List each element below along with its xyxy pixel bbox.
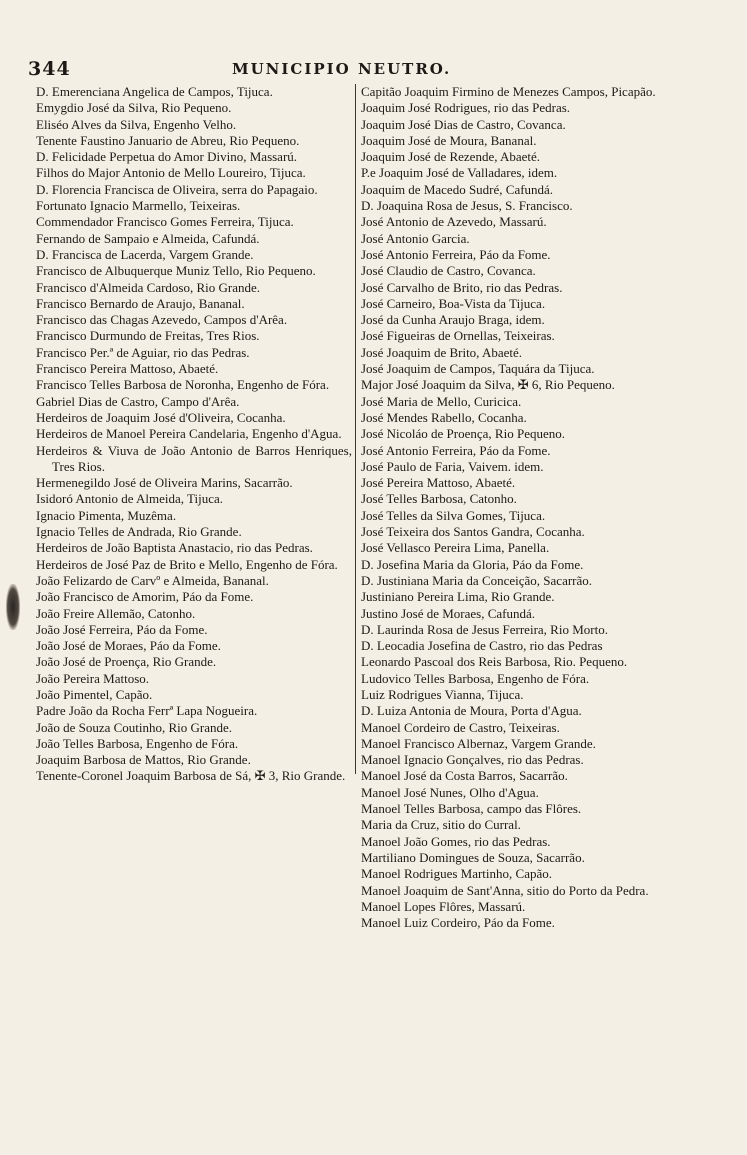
register-entry: José Maria de Mello, Curicica.: [361, 393, 522, 409]
register-entry: José Antonio de Azevedo, Massarú.: [361, 214, 547, 230]
register-entry: Manoel Rodrigues Martinho, Capão.: [361, 866, 552, 882]
register-entry: Major José Joaquim da Silva, ✠ 6, Rio Pequeno.: [361, 377, 615, 393]
register-entry: Gabriel Dias de Castro, Campo d'Arêa.: [36, 393, 240, 409]
register-entry: D. Josefina Maria da Gloria, Páo da Fome.: [361, 556, 584, 572]
register-entry: João Telles Barbosa, Engenho de Fóra.: [36, 735, 239, 751]
register-entry: Justiniano Pereira Lima, Rio Grande.: [361, 589, 555, 605]
register-entry: João de Souza Coutinho, Rio Grande.: [36, 719, 233, 735]
register-entry: D. Laurinda Rosa de Jesus Ferreira, Rio Morto.: [361, 621, 608, 637]
register-entry: Herdeiros de João Baptista Anastacio, rio das Pedras.: [36, 540, 313, 556]
register-entry: Martiliano Domingues de Souza, Sacarrão.: [361, 849, 585, 865]
register-entry: P.e Joaquim José de Valladares, idem.: [361, 165, 558, 181]
register-entry: José Carneiro, Boa-Vista da Tijuca.: [361, 295, 546, 311]
register-entry: Francisco Pereira Mattoso, Abaeté.: [36, 361, 219, 377]
register-entry: José Nicoláo de Proença, Rio Pequeno.: [361, 426, 565, 442]
binding-ink-mark: [6, 584, 20, 630]
register-entry: Ignacio Telles de Andrada, Rio Grande.: [36, 524, 242, 540]
register-entry: Hermenegildo José de Oliveira Marins, Sacarrão.: [36, 475, 293, 491]
running-title: MUNICIPIO NEUTRO.: [232, 60, 452, 78]
page-number: 344: [28, 58, 71, 80]
register-entry: João Francisco de Amorim, Páo da Fome.: [36, 589, 254, 605]
register-entry: José Paulo de Faria, Vaivem. idem.: [361, 458, 544, 474]
register-entry: Fernando de Sampaio e Almeida, Cafundá.: [36, 230, 260, 246]
register-entry: José Pereira Mattoso, Abaeté.: [361, 475, 516, 491]
register-entry: José Antonio Ferreira, Páo da Fome.: [361, 442, 551, 458]
register-entry: José Mendes Rabello, Cocanha.: [361, 409, 527, 425]
register-entry: Emygdio José da Silva, Rio Pequeno.: [36, 100, 232, 116]
register-entry: Francisco de Albuquerque Muniz Tello, Rio Pequeno.: [36, 263, 316, 279]
register-entry: José Teixeira dos Santos Gandra, Cocanha.: [361, 524, 585, 540]
register-entry: D. Justiniana Maria da Conceição, Sacarrão.: [361, 572, 593, 588]
register-entry: Herdeiros & Viuva de João Antonio de Barros Henriques, Tres Rios.: [36, 442, 352, 474]
register-entry: Joaquim de Macedo Sudré, Cafundá.: [361, 181, 554, 197]
register-entry: João Felizardo de Carvº e Almeida, Bananal.: [36, 572, 269, 588]
register-entry: José Joaquim de Campos, Taquára da Tijuca.: [361, 361, 595, 377]
register-entry: João José de Proença, Rio Grande.: [36, 654, 217, 670]
register-entry: D. Francisca de Lacerda, Vargem Grande.: [36, 246, 254, 262]
register-entry: Commendador Francisco Gomes Ferreira, Tijuca.: [36, 214, 294, 230]
register-entry: João José Ferreira, Páo da Fome.: [36, 621, 208, 637]
register-entry: José Antonio Garcia.: [361, 230, 470, 246]
register-entry: João Freire Allemão, Catonho.: [36, 605, 196, 621]
column-divider: [355, 84, 356, 774]
register-entry: D. Florencia Francisca de Oliveira, serra do Papagaio.: [36, 181, 318, 197]
register-entry: João Pereira Mattoso.: [36, 670, 150, 686]
register-entry: Ignacio Pimenta, Muzêma.: [36, 507, 177, 523]
register-entry: José Telles da Silva Gomes, Tijuca.: [361, 507, 546, 523]
register-entry: Isidoró Antonio de Almeida, Tijuca.: [36, 491, 224, 507]
register-entry: Joaquim Barbosa de Mattos, Rio Grande.: [36, 752, 251, 768]
register-entry: Manoel Telles Barbosa, campo das Flôres.: [361, 801, 582, 817]
register-entry: Francisco Durmundo de Freitas, Tres Rios.: [36, 328, 260, 344]
register-entry: Manoel José Nunes, Olho d'Agua.: [361, 784, 539, 800]
register-entry: José Claudio de Castro, Covanca.: [361, 263, 536, 279]
register-entry: Filhos do Major Antonio de Mello Loureiro, Tijuca.: [36, 165, 306, 181]
register-entry: Justino José de Moraes, Cafundá.: [361, 605, 536, 621]
register-entry: Padre João da Rocha Ferrª Lapa Nogueira.: [36, 703, 258, 719]
register-entry: Manoel Lopes Flôres, Massarú.: [361, 898, 526, 914]
register-entry: Francisco Bernardo de Araujo, Bananal.: [36, 295, 245, 311]
register-entry: Manoel Luiz Cordeiro, Páo da Fome.: [361, 915, 555, 931]
register-entry: Herdeiros de Manoel Pereira Candelaria, Engenho d'Agua.: [36, 426, 342, 442]
register-entry: Joaquim José Rodrigues, rio das Pedras.: [361, 100, 571, 116]
register-entry: José Telles Barbosa, Catonho.: [361, 491, 517, 507]
register-entry: Tenente-Coronel Joaquim Barbosa de Sá, ✠ 3, Rio Grande.: [36, 768, 346, 784]
register-entry: Manoel Ignacio Gonçalves, rio das Pedras.: [361, 752, 584, 768]
register-entry: Francisco Per.ª de Aguiar, rio das Pedras.: [36, 344, 250, 360]
register-entry: Fortunato Ignacio Marmello, Teixeiras.: [36, 198, 241, 214]
register-entry: João José de Moraes, Páo da Fome.: [36, 638, 221, 654]
register-entry: José Vellasco Pereira Lima, Panella.: [361, 540, 550, 556]
register-entry: Francisco das Chagas Azevedo, Campos d'Arêa.: [36, 312, 288, 328]
register-entry: Manoel Francisco Albernaz, Vargem Grande.: [361, 735, 596, 751]
register-entry: José Figueiras de Ornellas, Teixeiras.: [361, 328, 555, 344]
register-entry: Joaquim José de Rezende, Abaeté.: [361, 149, 541, 165]
register-entry: Manoel José da Costa Barros, Sacarrão.: [361, 768, 568, 784]
register-entry: Herdeiros de Joaquim José d'Oliveira, Cocanha.: [36, 409, 286, 425]
register-entry: José Joaquim de Brito, Abaeté.: [361, 344, 523, 360]
register-entry: José Carvalho de Brito, rio das Pedras.: [361, 279, 563, 295]
register-entry: D. Luiza Antonia de Moura, Porta d'Agua.: [361, 703, 582, 719]
register-entry: José Antonio Ferreira, Páo da Fome.: [361, 246, 551, 262]
register-entry: Francisco d'Almeida Cardoso, Rio Grande.: [36, 279, 261, 295]
register-entry: Luiz Rodrigues Vianna, Tijuca.: [361, 686, 524, 702]
register-entry: Francisco Telles Barbosa de Noronha, Engenho de Fóra.: [36, 377, 330, 393]
register-entry: D. Emerenciana Angelica de Campos, Tijuca.: [36, 84, 273, 99]
register-entry: Eliséo Alves da Silva, Engenho Velho.: [36, 116, 237, 132]
register-entry: Joaquim José Dias de Castro, Covanca.: [361, 116, 566, 132]
register-entry: Herdeiros de José Paz de Brito e Mello, Engenho de Fóra.: [36, 556, 338, 572]
register-entry: José da Cunha Araujo Braga, idem.: [361, 312, 545, 328]
register-entry: Manoel Cordeiro de Castro, Teixeiras.: [361, 719, 560, 735]
register-entry: João Pimentel, Capão.: [36, 686, 153, 702]
register-entry: Maria da Cruz, sitio do Curral.: [361, 817, 521, 833]
register-entry: Capitão Joaquim Firmino de Menezes Campos, Picapão.: [361, 84, 656, 99]
left-column: [36, 84, 352, 785]
register-entry: D. Leocadia Josefina de Castro, rio das Pedras: [361, 638, 603, 654]
register-entry: Leonardo Pascoal dos Reis Barbosa, Rio. Pequeno.: [361, 654, 628, 670]
register-entry: D. Felicidade Perpetua do Amor Divino, Massarú.: [36, 149, 298, 165]
register-entry: Manoel Joaquim de Sant'Anna, sitio do Porto da Pedra.: [361, 882, 649, 898]
register-entry: Ludovico Telles Barbosa, Engenho de Fóra.: [361, 670, 590, 686]
register-entry: Tenente Faustino Januario de Abreu, Rio Pequeno.: [36, 132, 300, 148]
register-entry: Manoel João Gomes, rio das Pedras.: [361, 833, 551, 849]
register-entry: Joaquim José de Moura, Bananal.: [361, 132, 537, 148]
right-column: [361, 84, 681, 931]
register-entry: D. Joaquina Rosa de Jesus, S. Francisco.: [361, 198, 573, 214]
